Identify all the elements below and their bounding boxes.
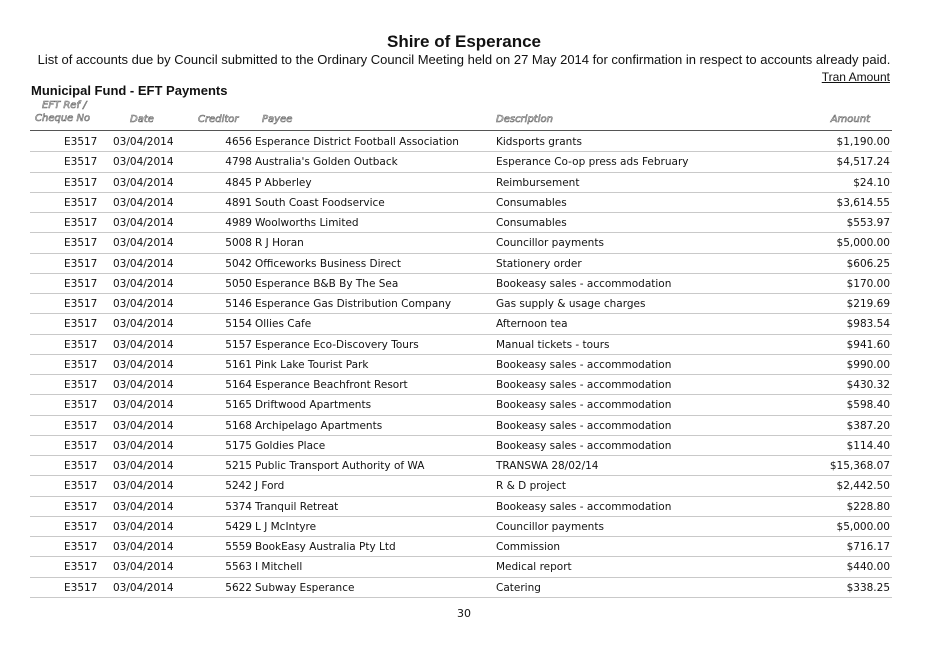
cell-date: 03/04/2014	[113, 196, 174, 209]
cell-description: Stationery order	[496, 257, 582, 270]
cell-ref: E3517	[64, 379, 98, 391]
cell-payee: J Ford	[255, 480, 285, 493]
cell-ref: E3517	[64, 176, 98, 189]
cell-date: 03/04/2014	[113, 399, 174, 412]
cell-description: Reimbursement	[496, 176, 580, 189]
cell-description: Bookeasy sales - accommodation	[496, 500, 672, 513]
table-row	[30, 314, 892, 334]
column-header-payee: Payee	[262, 114, 293, 125]
table-row	[30, 294, 892, 314]
cell-description: Gas supply & usage charges	[496, 298, 646, 310]
cell-date: 03/04/2014	[113, 298, 174, 310]
cell-description: Bookeasy sales - accommodation	[496, 379, 672, 391]
cell-date: 03/04/2014	[113, 581, 174, 594]
table-row	[30, 132, 892, 152]
cell-ref: E3517	[64, 298, 98, 310]
cell-amount: $598.40	[846, 399, 890, 412]
cell-amount: $170.00	[846, 277, 890, 290]
cell-payee: L J McIntyre	[255, 520, 317, 533]
cell-amount: $5,000.00	[836, 237, 890, 250]
cell-payee: Archipelago Apartments	[255, 419, 383, 432]
cell-date: 03/04/2014	[113, 257, 174, 270]
cell-description: Catering	[496, 581, 541, 594]
cell-amount: $387.20	[846, 419, 890, 432]
cell-payee: South Coast Foodservice	[255, 196, 385, 209]
cell-ref: E3517	[64, 419, 98, 432]
cell-ref: E3517	[64, 237, 98, 250]
cell-creditor: 5050	[225, 277, 252, 290]
header-divider	[30, 130, 892, 131]
cell-amount: $338.25	[846, 581, 890, 594]
cell-amount: $1,190.00	[836, 136, 890, 148]
cell-payee: Woolworths Limited	[255, 217, 359, 229]
tran-amount-label: Tran Amount	[821, 70, 890, 84]
cell-amount: $114.40	[846, 439, 890, 452]
cell-creditor: 5042	[225, 257, 252, 270]
cell-amount: $990.00	[846, 358, 890, 371]
payments-table	[30, 132, 892, 598]
cell-creditor: 4845	[225, 176, 252, 189]
cell-creditor: 5157	[225, 338, 252, 351]
cell-date: 03/04/2014	[113, 520, 174, 533]
table-row	[30, 517, 892, 537]
cell-date: 03/04/2014	[113, 379, 174, 391]
table-row	[30, 578, 892, 598]
cell-ref: E3517	[64, 318, 98, 331]
table-row	[30, 456, 892, 476]
cell-ref: E3517	[64, 520, 98, 533]
cell-date: 03/04/2014	[113, 561, 174, 574]
cell-creditor: 5242	[225, 480, 252, 493]
cell-amount: $430.32	[846, 379, 890, 391]
table-row	[30, 497, 892, 517]
cell-date: 03/04/2014	[113, 136, 174, 148]
column-header-amount: Amount	[830, 114, 870, 125]
table-row	[30, 152, 892, 172]
table-row	[30, 436, 892, 456]
cell-creditor: 5168	[225, 419, 252, 432]
cell-ref: E3517	[64, 217, 98, 229]
table-row	[30, 173, 892, 193]
cell-date: 03/04/2014	[113, 176, 174, 189]
cell-description: Councillor payments	[496, 237, 604, 250]
cell-payee: BookEasy Australia Pty Ltd	[255, 541, 396, 553]
column-header-ref-line1: EFT Ref /	[42, 100, 87, 111]
cell-payee: Public Transport Authority of WA	[255, 460, 425, 472]
cell-description: Commission	[496, 541, 561, 553]
cell-creditor: 5154	[225, 318, 252, 331]
cell-date: 03/04/2014	[113, 358, 174, 371]
cell-ref: E3517	[64, 136, 98, 148]
section-heading: Municipal Fund - EFT Payments	[31, 83, 228, 98]
cell-payee: Officeworks Business Direct	[255, 257, 401, 270]
cell-creditor: 4798	[225, 156, 252, 169]
cell-description: Consumables	[496, 217, 567, 229]
cell-description: Bookeasy sales - accommodation	[496, 399, 672, 412]
cell-date: 03/04/2014	[113, 419, 174, 432]
cell-amount: $228.80	[846, 500, 890, 513]
cell-payee: I Mitchell	[255, 561, 303, 574]
cell-description: Manual tickets - tours	[496, 338, 610, 351]
cell-date: 03/04/2014	[113, 318, 174, 331]
cell-amount: $24.10	[853, 176, 890, 189]
cell-description: Esperance Co-op press ads February	[496, 156, 689, 169]
cell-payee: Australia's Golden Outback	[255, 156, 398, 169]
cell-payee: Esperance Gas Distribution Company	[255, 298, 452, 310]
cell-date: 03/04/2014	[113, 338, 174, 351]
cell-creditor: 4891	[225, 196, 252, 209]
cell-ref: E3517	[64, 338, 98, 351]
cell-description: Consumables	[496, 196, 567, 209]
cell-ref: E3517	[64, 196, 98, 209]
cell-amount: $15,368.07	[829, 460, 890, 472]
cell-ref: E3517	[64, 460, 98, 472]
cell-ref: E3517	[64, 500, 98, 513]
cell-description: Bookeasy sales - accommodation	[496, 358, 672, 371]
cell-payee: Pink Lake Tourist Park	[255, 358, 369, 371]
cell-description: Bookeasy sales - accommodation	[496, 419, 672, 432]
cell-description: Kidsports grants	[496, 136, 582, 148]
table-row	[30, 335, 892, 355]
column-header-description: Description	[496, 114, 553, 125]
cell-ref: E3517	[64, 581, 98, 594]
cell-ref: E3517	[64, 257, 98, 270]
cell-ref: E3517	[64, 439, 98, 452]
cell-amount: $553.97	[846, 217, 890, 229]
cell-creditor: 5164	[225, 379, 252, 391]
cell-payee: Ollies Cafe	[255, 318, 312, 331]
cell-date: 03/04/2014	[113, 217, 174, 229]
cell-amount: $440.00	[846, 561, 890, 574]
cell-creditor: 5559	[225, 541, 252, 553]
table-row	[30, 395, 892, 415]
table-row	[30, 476, 892, 496]
column-header-ref-line2: Cheque No	[35, 113, 91, 124]
table-row	[30, 355, 892, 375]
cell-amount: $941.60	[846, 338, 890, 351]
cell-payee: Goldies Place	[255, 439, 326, 452]
cell-date: 03/04/2014	[113, 277, 174, 290]
cell-creditor: 5622	[225, 581, 252, 594]
table-row	[30, 274, 892, 294]
cell-amount: $219.69	[846, 298, 890, 310]
table-row	[30, 375, 892, 395]
table-row	[30, 537, 892, 557]
cell-date: 03/04/2014	[113, 237, 174, 250]
cell-amount: $606.25	[846, 257, 890, 270]
cell-creditor: 4656	[225, 136, 252, 148]
cell-creditor: 5165	[225, 399, 252, 412]
cell-amount: $5,000.00	[836, 520, 890, 533]
column-header-creditor: Creditor	[198, 114, 239, 125]
cell-payee: Driftwood Apartments	[255, 399, 372, 412]
cell-ref: E3517	[64, 156, 98, 169]
cell-date: 03/04/2014	[113, 156, 174, 169]
cell-date: 03/04/2014	[113, 439, 174, 452]
page-title: Shire of Esperance	[386, 32, 541, 51]
cell-amount: $3,614.55	[836, 196, 890, 209]
column-header-date: Date	[130, 114, 154, 125]
cell-description: R & D project	[496, 480, 567, 493]
cell-ref: E3517	[64, 277, 98, 290]
page-subtitle: List of accounts due by Council submitted to the Ordinary Council Meeting held on 27 May 2014 for confirmation in respect to accounts already paid.	[37, 52, 891, 67]
cell-amount: $716.17	[846, 541, 890, 553]
cell-amount: $983.54	[846, 318, 890, 331]
cell-creditor: 4989	[225, 217, 252, 229]
table-row	[30, 416, 892, 436]
table-row	[30, 213, 892, 233]
cell-date: 03/04/2014	[113, 460, 174, 472]
cell-payee: Esperance Eco-Discovery Tours	[255, 338, 419, 351]
cell-payee: P Abberley	[255, 176, 312, 189]
cell-ref: E3517	[64, 358, 98, 371]
page-number: 30	[457, 607, 471, 620]
cell-payee: Tranquil Retreat	[255, 500, 339, 513]
cell-payee: R J Horan	[255, 237, 304, 250]
cell-description: TRANSWA 28/02/14	[496, 460, 599, 472]
cell-amount: $2,442.50	[836, 480, 890, 493]
cell-creditor: 5008	[225, 237, 252, 250]
cell-description: Medical report	[496, 561, 572, 574]
cell-date: 03/04/2014	[113, 500, 174, 513]
cell-payee: Esperance Beachfront Resort	[255, 379, 408, 391]
cell-creditor: 5429	[225, 520, 252, 533]
cell-ref: E3517	[64, 480, 98, 493]
cell-description: Afternoon tea	[496, 318, 568, 331]
cell-description: Councillor payments	[496, 520, 604, 533]
cell-ref: E3517	[64, 399, 98, 412]
table-row	[30, 254, 892, 274]
cell-amount: $4,517.24	[836, 156, 890, 169]
cell-payee: Esperance District Football Association	[255, 136, 459, 148]
cell-date: 03/04/2014	[113, 541, 174, 553]
cell-ref: E3517	[64, 561, 98, 574]
cell-description: Bookeasy sales - accommodation	[496, 277, 672, 290]
cell-description: Bookeasy sales - accommodation	[496, 439, 672, 452]
cell-payee: Subway Esperance	[255, 581, 355, 594]
cell-creditor: 5563	[225, 561, 252, 574]
cell-ref: E3517	[64, 541, 98, 553]
cell-creditor: 5146	[225, 298, 252, 310]
table-row	[30, 233, 892, 253]
table-row	[30, 557, 892, 577]
cell-creditor: 5175	[225, 439, 252, 452]
cell-creditor: 5161	[225, 358, 252, 371]
cell-date: 03/04/2014	[113, 480, 174, 493]
cell-creditor: 5374	[225, 500, 252, 513]
table-row	[30, 193, 892, 213]
cell-payee: Esperance B&B By The Sea	[255, 277, 399, 290]
cell-creditor: 5215	[225, 460, 252, 472]
